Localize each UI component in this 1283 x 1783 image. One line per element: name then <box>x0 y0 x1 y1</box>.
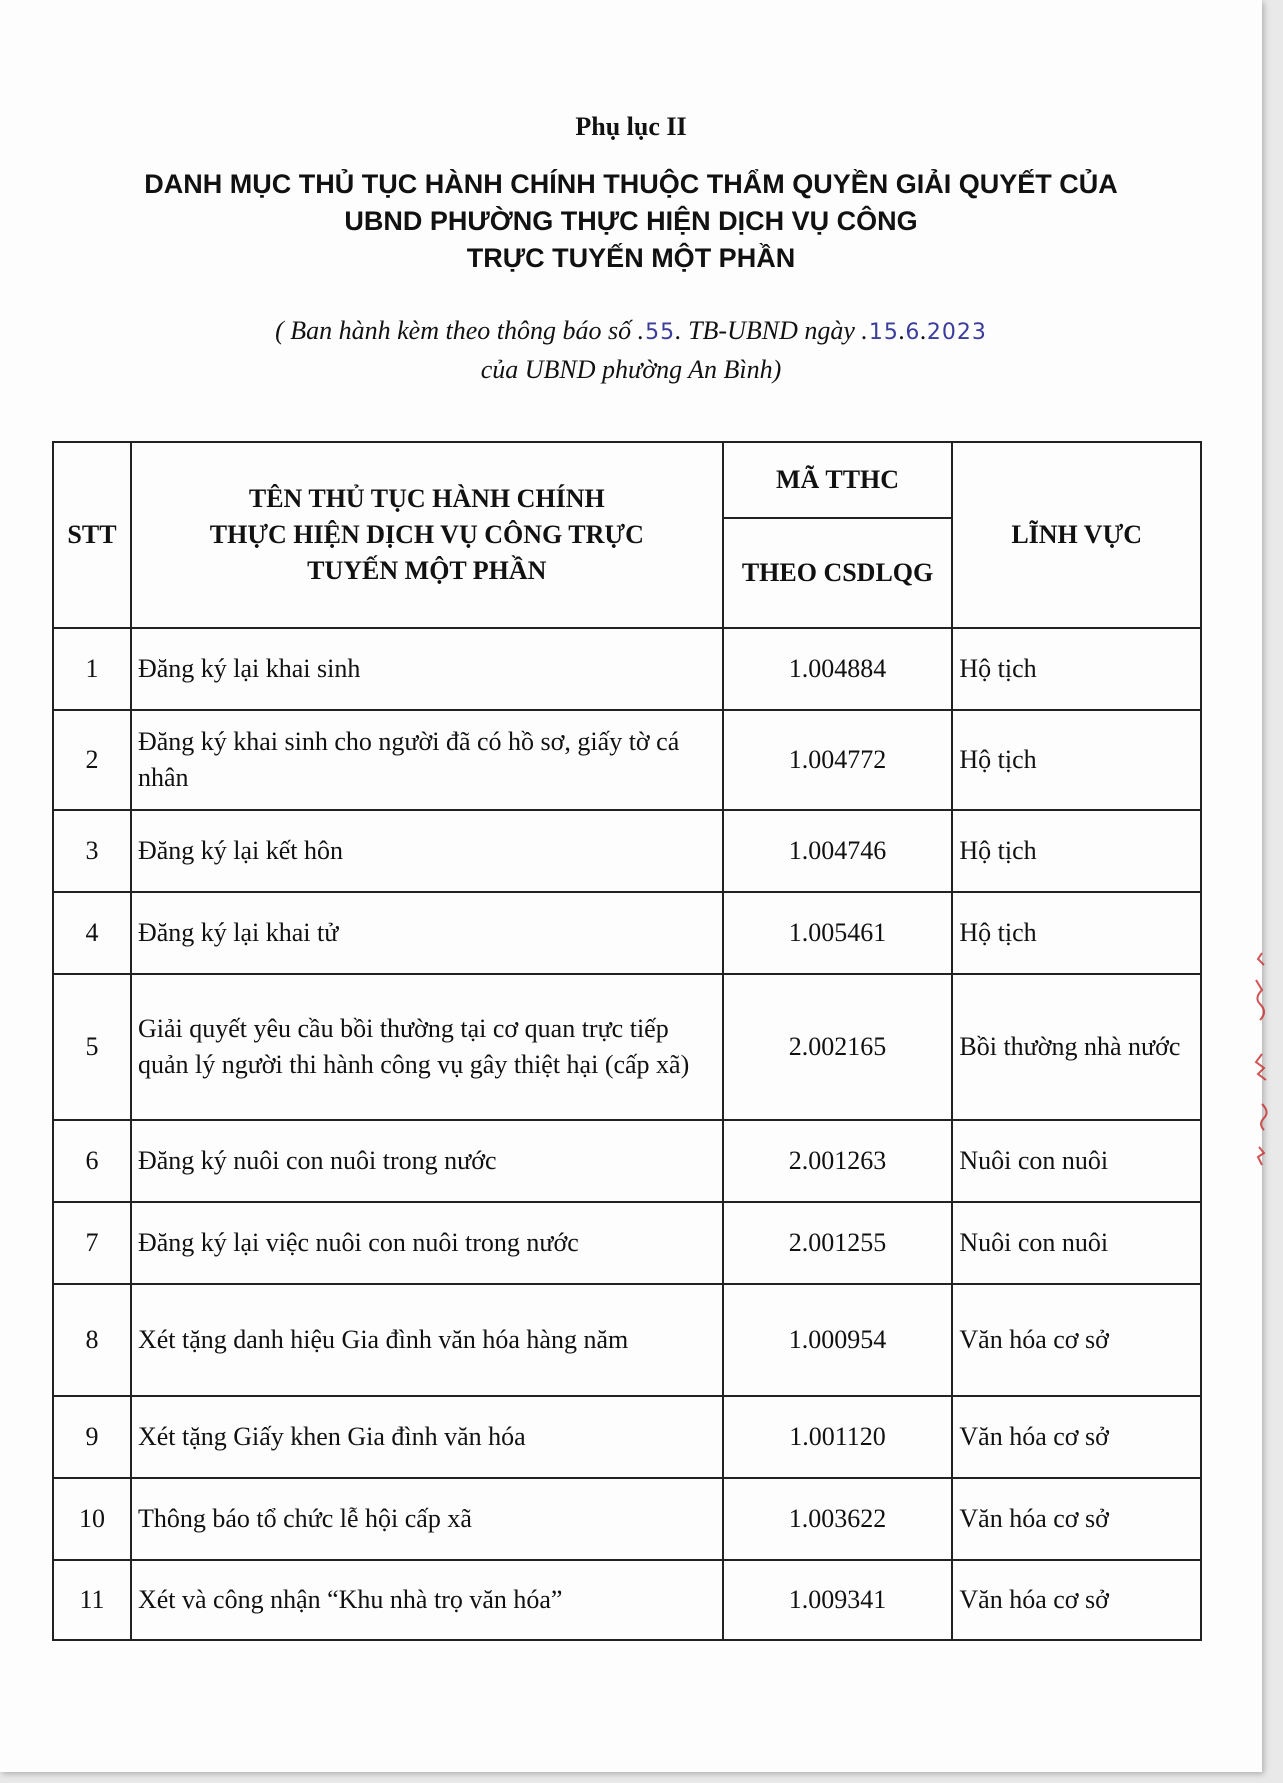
header-code-top: MÃ TTHC <box>723 442 953 518</box>
procedures-table <box>52 441 1202 1641</box>
table-row <box>53 1478 1201 1560</box>
header-field: LĨNH VỰC <box>952 442 1201 628</box>
row-field: Hộ tịch <box>952 628 1201 710</box>
row-procedure-name: Thông báo tổ chức lễ hội cấp xã <box>131 1478 723 1560</box>
table-row <box>53 628 1201 710</box>
issuance-mid: . TB-UBND ngày <box>675 316 862 345</box>
row-procedure-code: 2.001255 <box>723 1202 953 1284</box>
date-day-handwritten: 15 <box>868 320 899 345</box>
table-row <box>53 1202 1201 1284</box>
table-row <box>53 710 1201 810</box>
row-procedure-name: Giải quyết yêu cầu bồi thường tại cơ quan trực tiếp quản lý người thi hành công vụ gây thiệt hại (cấp xã) <box>131 974 723 1120</box>
row-procedure-name: Đăng ký nuôi con nuôi trong nước <box>131 1120 723 1202</box>
row-field: Văn hóa cơ sở <box>952 1284 1201 1396</box>
title-line-2: UBND PHƯỜNG THỰC HIỆN DỊCH VỤ CÔNG <box>344 206 918 236</box>
row-procedure-code: 2.002165 <box>723 974 953 1120</box>
row-stt: 10 <box>53 1478 131 1560</box>
row-procedure-code: 1.009341 <box>723 1560 953 1640</box>
notice-number-dots: . <box>637 316 646 345</box>
title-line-1: DANH MỤC THỦ TỤC HÀNH CHÍNH THUỘC THẨM QUYỀN GIẢI QUYẾT CỦA <box>144 169 1118 199</box>
table-row <box>53 1560 1201 1640</box>
row-field: Nuôi con nuôi <box>952 1120 1201 1202</box>
header-name-line-1: TÊN THỦ TỤC HÀNH CHÍNH <box>248 484 605 513</box>
date-separator-2: . <box>920 316 927 345</box>
table-row <box>53 1396 1201 1478</box>
row-procedure-name: Đăng ký lại kết hôn <box>131 810 723 892</box>
document-title <box>60 166 1202 277</box>
row-procedure-name: Xét tặng Giấy khen Gia đình văn hóa <box>131 1396 723 1478</box>
row-procedure-code: 1.004772 <box>723 710 953 810</box>
row-procedure-name: Xét và công nhận “Khu nhà trọ văn hóa” <box>131 1560 723 1640</box>
row-field: Văn hóa cơ sở <box>952 1396 1201 1478</box>
table-row <box>53 1120 1201 1202</box>
table-row <box>53 810 1201 892</box>
row-field: Văn hóa cơ sở <box>952 1478 1201 1560</box>
row-procedure-name: Đăng ký lại khai sinh <box>131 628 723 710</box>
row-field: Văn hóa cơ sở <box>952 1560 1201 1640</box>
row-procedure-code: 1.005461 <box>723 892 953 974</box>
row-stt: 11 <box>53 1560 131 1640</box>
row-stt: 6 <box>53 1120 131 1202</box>
notice-number-handwritten: 55 <box>645 320 676 345</box>
row-procedure-code: 1.003622 <box>723 1478 953 1560</box>
row-field: Hộ tịch <box>952 892 1201 974</box>
row-stt: 3 <box>53 810 131 892</box>
row-procedure-code: 1.001120 <box>723 1396 953 1478</box>
row-stt: 1 <box>53 628 131 710</box>
row-procedure-name: Đăng ký lại khai tử <box>131 892 723 974</box>
row-field: Hộ tịch <box>952 810 1201 892</box>
title-line-3: TRỰC TUYẾN MỘT PHẦN <box>466 243 796 273</box>
row-stt: 8 <box>53 1284 131 1396</box>
table-row <box>53 1284 1201 1396</box>
header-procedure-name <box>131 442 723 628</box>
row-stt: 9 <box>53 1396 131 1478</box>
table-row <box>53 892 1201 974</box>
issuance-line-1 <box>0 312 1262 351</box>
date-month-handwritten: 6 <box>905 320 921 345</box>
row-field: Hộ tịch <box>952 710 1201 810</box>
row-procedure-code: 1.004746 <box>723 810 953 892</box>
date-year-handwritten: 2023 <box>926 320 987 345</box>
header-name-line-2: THỰC HIỆN DỊCH VỤ CÔNG TRỰC <box>209 520 644 549</box>
seal-fragment-icon <box>1250 930 1274 1170</box>
row-procedure-name: Xét tặng danh hiệu Gia đình văn hóa hàng năm <box>131 1284 723 1396</box>
appendix-title: Phụ lục II <box>575 112 687 141</box>
date-dots: . <box>861 316 869 345</box>
header-name-line-3: TUYẾN MỘT PHẦN <box>307 556 547 585</box>
row-procedure-name: Đăng ký khai sinh cho người đã có hồ sơ, giấy tờ cá nhân <box>131 710 723 810</box>
row-stt: 4 <box>53 892 131 974</box>
row-field: Nuôi con nuôi <box>952 1202 1201 1284</box>
header-code-bottom: THEO CSDLQG <box>723 518 953 628</box>
issuance-prefix: ( Ban hành kèm theo thông báo số <box>275 316 638 345</box>
date-separator-1: . <box>898 316 906 345</box>
issuance-note <box>0 312 1262 388</box>
header-stt: STT <box>53 442 131 628</box>
row-procedure-code: 1.000954 <box>723 1284 953 1396</box>
row-field: Bồi thường nhà nước <box>952 974 1201 1120</box>
row-procedure-code: 2.001263 <box>723 1120 953 1202</box>
row-procedure-name: Đăng ký lại việc nuôi con nuôi trong nước <box>131 1202 723 1284</box>
issuance-line-2: của UBND phường An Bình) <box>480 355 782 384</box>
red-seal-mark <box>1250 930 1280 1170</box>
row-stt: 7 <box>53 1202 131 1284</box>
row-procedure-code: 1.004884 <box>723 628 953 710</box>
row-stt: 5 <box>53 974 131 1120</box>
table-row <box>53 974 1201 1120</box>
row-stt: 2 <box>53 710 131 810</box>
